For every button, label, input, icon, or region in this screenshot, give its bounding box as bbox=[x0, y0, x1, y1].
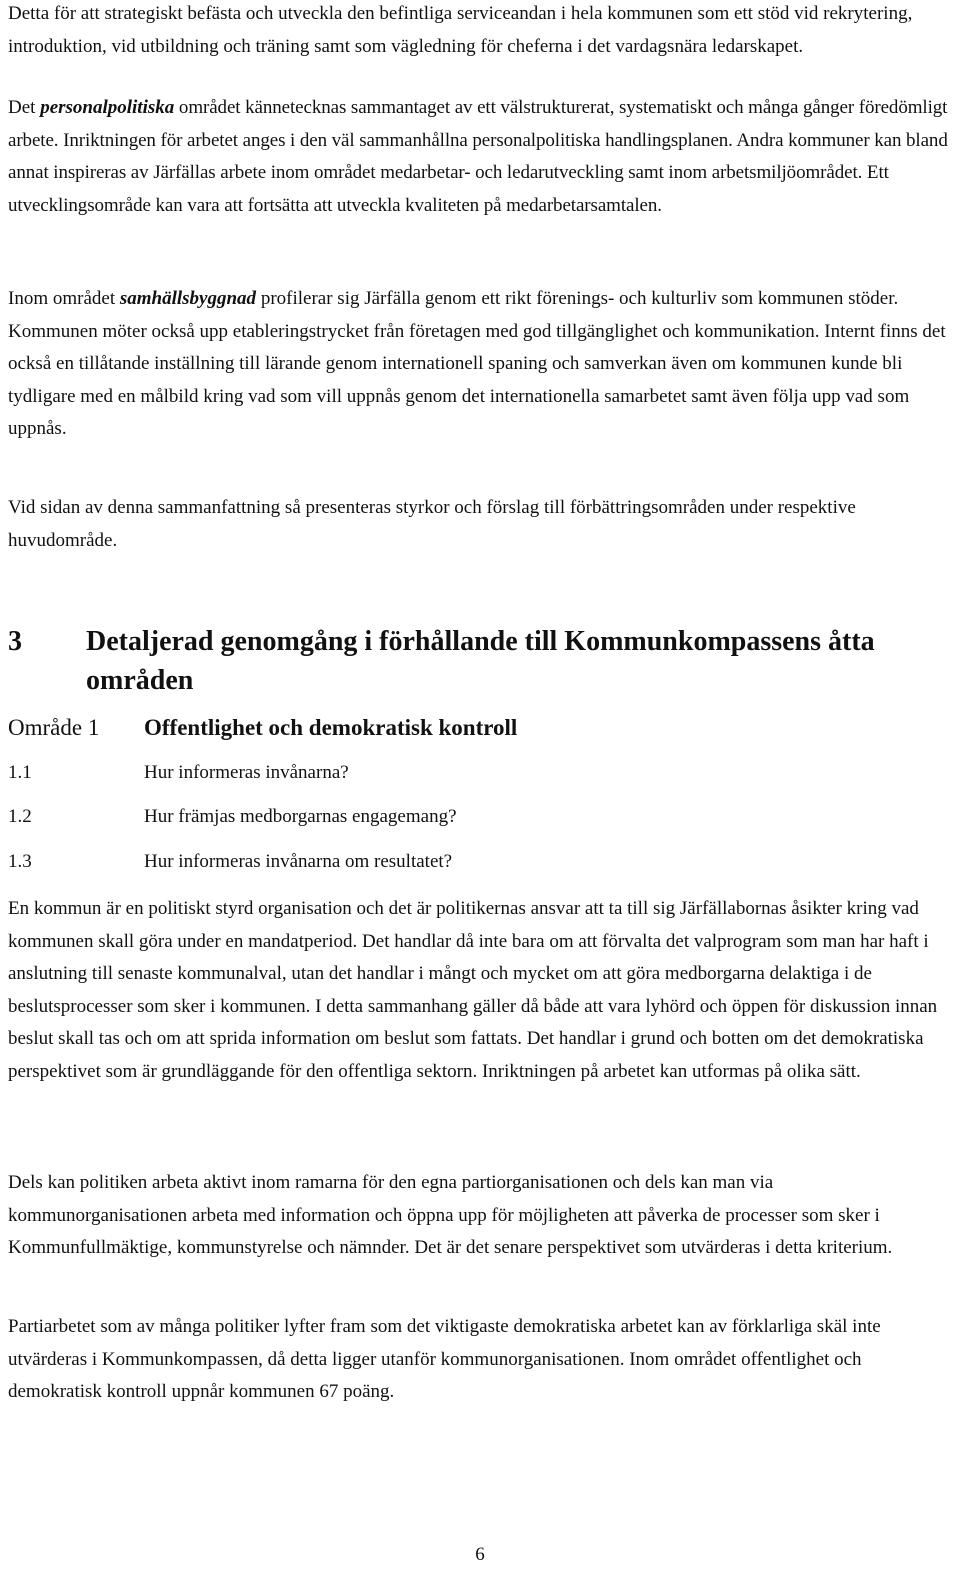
paragraph-vid-sidan: Vid sidan av denna sammanfattning så presenteras styrkor och förslag till förbättringsområden under respektive huvudområde. bbox=[8, 497, 856, 551]
question-number: 1.1 bbox=[8, 762, 32, 783]
question-text: Hur informeras invånarna? bbox=[144, 762, 349, 783]
area-heading bbox=[8, 712, 952, 744]
question-text: Hur informeras invånarna om resultatet? bbox=[144, 851, 453, 872]
question-item bbox=[8, 848, 952, 876]
text-segment: profilerar sig Järfälla genom ett rikt förenings- och kulturliv som kommunen stöder. Kommunen möter också upp etableringstrycket från företagen med god tillgänglighet och kommunikation. Internt finns det också en tillåtande inställning till lärande genom internationell spaning och samverkan även om kommunen kunde bli tydligare med en målbild kring vad som vill uppnås genom det internationella samarbetet samt även följa upp vad som uppnås. bbox=[8, 288, 946, 439]
section-heading bbox=[8, 622, 952, 700]
paragraph-intro: Detta för att strategiskt befästa och utveckla den befintliga serviceandan i hela kommunen som ett stöd vid rekrytering, introduktion, vid utbildning och träning samt som vägledning för cheferna i det vardagsnära ledarskapet. bbox=[8, 3, 913, 57]
question-item bbox=[8, 759, 952, 787]
page-number: 6 bbox=[475, 1544, 485, 1565]
paragraph-dels: Dels kan politiken arbeta aktivt inom ramarna för den egna partiorganisationen och dels kan man via kommunorganisationen arbeta med information och öppna upp för möjligheten att påverka de processer som sker i Kommunfullmäktige, kommunstyrelse och nämnder. Det är det senare perspektivet som utvärderas i detta kriterium. bbox=[8, 1172, 893, 1258]
emphasis-samhallsbyggnad: samhällsbyggnad bbox=[119, 288, 257, 309]
question-number: 1.3 bbox=[8, 851, 32, 872]
section-number: 3 bbox=[8, 626, 22, 657]
emphasis-personalpolitiska: personalpolitiska bbox=[40, 97, 175, 118]
text-segment: Det bbox=[8, 97, 41, 118]
document-page bbox=[8, 0, 952, 1589]
paragraph-personalpolitik bbox=[8, 92, 952, 222]
paragraph-kommun-styrd: En kommun är en politiskt styrd organisation och det är politikernas ansvar att ta till sig Järfällabornas åsikter kring vad kommunen skall göra under en mandatperiod. Det handlar då inte bara om att förvalta det valprogram som man har haft i anslutning till senaste kommunalval, utan det handlar i mångt och mycket om att göra medborgarna delaktiga i de beslutsprocesser som sker i kommunen. I detta sammanhang gäller då både att vara lyhörd och öppen för diskussion innan beslut skall tas och om att sprida information om beslut som fattats. Det handlar i grund och botten om det demokratiska perspektivet som är grundläggande för den offentliga sektorn. Inriktningen på arbetet kan utformas på olika sätt. bbox=[8, 898, 938, 1082]
paragraph-partiarbetet: Partiarbetet som av många politiker lyfter fram som det viktigaste demokratiska arbetet kan av förklarliga skäl inte utvärderas i Kommunkompassen, då detta ligger utanför kommunorganisationen. Inom området offentlighet och demokratisk kontroll uppnår kommunen 67 poäng. bbox=[8, 1316, 881, 1402]
text-segment: området kännetecknas sammantaget av ett välstrukturerat, systematiskt och många gånger föredömligt arbete. Inriktningen för arbetet anges i den väl sammanhållna personalpolitiska handlingsplanen. Andra kommuner kan bland annat inspireras av Järfällas arbete inom området medarbetar- och ledarutveckling samt inom arbetsmiljöområdet. Ett utvecklingsområde kan vara att fortsätta att utveckla kvaliteten på medarbetarsamtalen. bbox=[8, 97, 948, 216]
text-segment: Inom området bbox=[8, 288, 120, 309]
area-title: Offentlighet och demokratisk kontroll bbox=[144, 715, 518, 740]
section-title: Detaljerad genomgång i förhållande till Kommunkompassens åtta områden bbox=[86, 626, 875, 696]
question-text: Hur främjas medborgarnas engagemang? bbox=[144, 806, 457, 827]
paragraph-samhallsbyggnad bbox=[8, 283, 952, 446]
question-number: 1.2 bbox=[8, 806, 32, 827]
area-label: Område 1 bbox=[8, 715, 100, 740]
question-item bbox=[8, 803, 952, 831]
